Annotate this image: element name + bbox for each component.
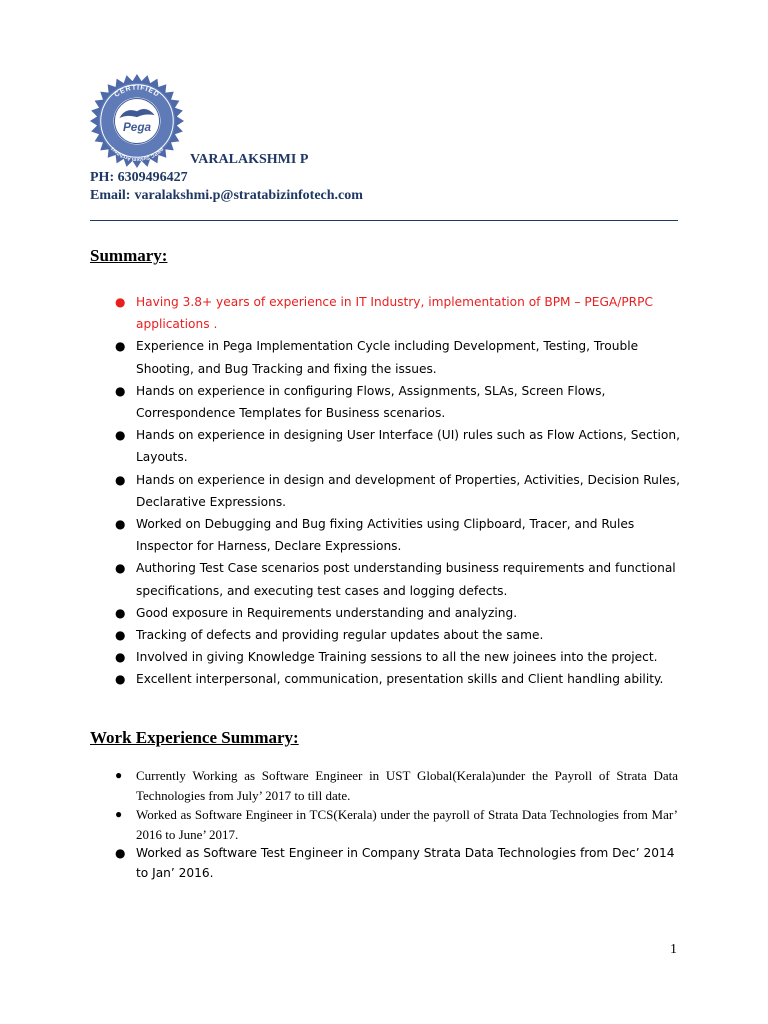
list-item: ● Good exposure in Requirements understanding and analyzing. (112, 602, 682, 624)
list-item: ● Having 3.8+ years of experience in IT Industry, implementation of BPM – PEGA/PRPC applications . (112, 291, 682, 335)
bullet-icon: ● (115, 672, 126, 687)
bullet-icon: ● (115, 846, 126, 860)
email-label: Email: (90, 188, 131, 203)
summary-heading: Summary: (90, 246, 168, 265)
bullet-icon: ● (115, 339, 126, 354)
phone-number: PH: 6309496427 (90, 170, 188, 185)
list-item: ● Excellent interpersonal, communication, presentation skills and Client handling ability. (112, 668, 682, 690)
bullet-icon: ● (115, 768, 123, 782)
page-number: 1 (670, 942, 677, 957)
badge-logo-text: Pega (122, 120, 152, 134)
bullet-icon: ● (115, 605, 126, 620)
list-item: ● Tracking of defects and providing regular updates about the same. (112, 624, 682, 646)
list-item: ● Hands on experience in designing User Interface (UI) rules such as Flow Actions, Section, Layouts. (112, 424, 682, 468)
list-item: ● Experience in Pega Implementation Cycle including Development, Testing, Trouble Shooting, and Bug Tracking and fixing the issues. (112, 335, 682, 379)
candidate-name: VARALAKSHMI P (190, 152, 309, 167)
bullet-icon: ● (115, 807, 123, 821)
list-item: ● Hands on experience in configuring Flows, Assignments, SLAs, Screen Flows, Correspondence Templates for Business scenarios. (112, 380, 682, 424)
list-item: ● Authoring Test Case scenarios post understanding business requirements and functional specifications, and executing test cases and logging defects. (112, 557, 682, 601)
badge-top-text: CERTIFIED (113, 84, 161, 99)
badge-bottom-text: PRPC System Architect (110, 145, 164, 162)
list-item: ● Worked as Software Engineer in TCS(Kerala) under the payroll of Strata Data Technologies from Mar’ 2016 to June’ 2017. (115, 807, 678, 842)
email-address: varalakshmi.p@stratabizinfotech.com (134, 188, 363, 203)
bullet-icon: ● (115, 428, 126, 443)
work-experience-list (112, 766, 678, 883)
list-item: ● Involved in giving Knowledge Training sessions to all the new joinees into the project. (112, 646, 682, 668)
list-item: ● Currently Working as Software Engineer in UST Global(Kerala)under the Payroll of Strata Data Technologies from July’ 2017 to till date. (115, 768, 678, 803)
email-line (90, 188, 363, 204)
list-item: ● Worked on Debugging and Bug fixing Activities using Clipboard, Tracer, and Rules Inspector for Harness, Declare Expressions. (112, 513, 682, 557)
bullet-icon: ● (115, 517, 126, 532)
bullet-icon: ● (115, 472, 126, 487)
list-item: ● Worked as Software Test Engineer in Company Strata Data Technologies from Dec’ 2014 to Jan’ 2016. (115, 846, 675, 880)
header-divider (90, 220, 678, 221)
list-item: ● Hands on experience in design and development of Properties, Activities, Decision Rules, Declarative Expressions. (112, 469, 682, 513)
bullet-icon: ● (115, 650, 126, 665)
bullet-icon: ● (115, 383, 126, 398)
bullet-icon: ● (115, 561, 126, 576)
work-experience-heading: Work Experience Summary: (90, 728, 299, 747)
bullet-icon: ● (115, 295, 126, 309)
pega-certified-badge (88, 72, 186, 170)
summary-list (112, 291, 682, 691)
bullet-icon: ● (115, 628, 126, 643)
